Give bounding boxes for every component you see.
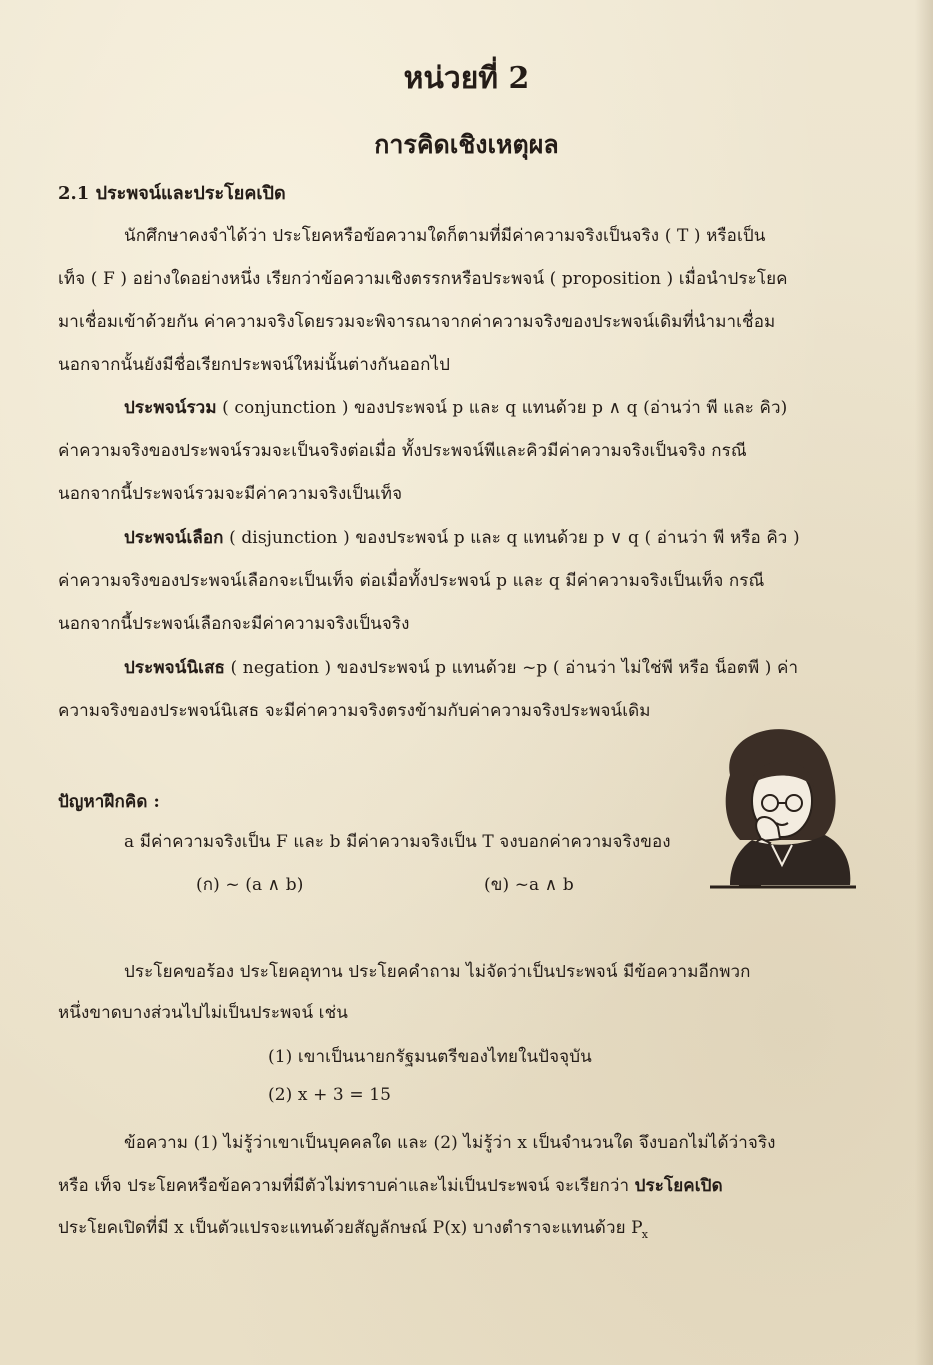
disjunction-term: ประพจน์เลือก xyxy=(124,528,224,548)
px-subscript: x xyxy=(641,1228,649,1241)
disjunction-line-1 xyxy=(124,524,800,551)
unit-title: หน่วยที่ 2 xyxy=(403,61,530,96)
open-sentence-line-5-text: ประโยคเปิดที่มี x เป็นตัวแปรจะแทนด้วยสัญลักษณ์ P(x) บางตำราจะแทนด้วย P xyxy=(58,1218,643,1238)
example-2: (2) x + 3 = 15 xyxy=(268,1085,392,1105)
open-sentence-line-1: ประโยคขอร้อง ประโยคอุทาน ประโยคคำถาม ไม่จัดว่าเป็นประพจน์ มีข้อความอีกพวก xyxy=(124,962,751,982)
conjunction-line-1 xyxy=(124,394,787,421)
conjunction-line-3: นอกจากนี้ประพจน์รวมจะมีค่าความจริงเป็นเท็จ xyxy=(58,484,403,504)
section-heading: 2.1 ประพจน์และประโยคเปิด xyxy=(58,183,286,204)
open-sentence-line-2: หนึ่งขาดบางส่วนไปไม่เป็นประพจน์ เช่น xyxy=(58,1003,348,1023)
open-sentence-term: ประโยคเปิด xyxy=(634,1176,723,1196)
example-1: (1) เขาเป็นนายกรัฐมนตรีของไทยในปัจจุบัน xyxy=(268,1047,592,1067)
disjunction-line-2: ค่าความจริงของประพจน์เลือกจะเป็นเท็จ ต่อเมื่อทั้งประพจน์ p และ q มีค่าความจริงเป็นเท็จ กรณี xyxy=(58,571,765,591)
open-sentence-line-4-text: หรือ เท็จ ประโยคหรือข้อความที่มีตัวไม่ทราบค่าและไม่เป็นประพจน์ จะเรียกว่า xyxy=(58,1176,635,1196)
open-sentence-line-5 xyxy=(58,1214,649,1241)
negation-definition: ( negation ) ของประพจน์ p แทนด้วย ~p ( อ่านว่า ไม่ใช่พี หรือ น็อตพี ) ค่า xyxy=(225,658,799,678)
disjunction-line-3: นอกจากนี้ประพจน์เลือกจะมีค่าความจริงเป็นจริง xyxy=(58,614,410,634)
negation-line-2: ความจริงของประพจน์นิเสธ จะมีค่าความจริงตรงข้ามกับค่าความจริงประพจน์เดิม xyxy=(58,701,651,721)
negation-line-1 xyxy=(124,654,798,681)
conjunction-definition: ( conjunction ) ของประพจน์ p และ q แทนด้วย p ∧ q (อ่านว่า พี และ คิว) xyxy=(216,398,788,418)
open-sentence-line-4 xyxy=(58,1172,723,1199)
exercise-item-a: (ก) ~ (a ∧ b) xyxy=(196,875,304,895)
intro-line-3: มาเชื่อมเข้าด้วยกัน ค่าความจริงโดยรวมจะพิจารณาจากค่าความจริงของประพจน์เดิมที่นำมาเชื่อม xyxy=(58,312,776,332)
disjunction-definition: ( disjunction ) ของประพจน์ p และ q แทนด้วย p ∨ q ( อ่านว่า พี หรือ คิว ) xyxy=(223,528,800,548)
exercise-heading: ปัญหาฝึกคิด : xyxy=(58,792,160,812)
conjunction-term: ประพจน์รวม xyxy=(124,398,217,418)
exercise-item-b: (ข) ~a ∧ b xyxy=(484,875,574,895)
exercise-question: a มีค่าความจริงเป็น F และ b มีค่าความจริงเป็น T จงบอกค่าความจริงของ xyxy=(124,832,671,852)
intro-line-1: นักศึกษาคงจำได้ว่า ประโยคหรือข้อความใดก็ตามที่มีค่าความจริงเป็นจริง ( T ) หรือเป็น xyxy=(124,226,766,246)
open-sentence-line-3: ข้อความ (1) ไม่รู้ว่าเขาเป็นบุคคลใด และ (2) ไม่รู้ว่า x เป็นจำนวนใด จึงบอกไม่ได้ว่าจริง xyxy=(124,1133,776,1153)
negation-term: ประพจน์นิเสธ xyxy=(124,658,226,678)
thinking-girl-illustration xyxy=(700,715,860,895)
conjunction-line-2: ค่าความจริงของประพจน์รวมจะเป็นจริงต่อเมื่อ ทั้งประพจน์พีและคิวมีค่าความจริงเป็นจริง กรณี xyxy=(58,441,747,461)
intro-line-4: นอกจากนั้นยังมีชื่อเรียกประพจน์ใหม่นั้นต่างกันออกไป xyxy=(58,355,451,375)
intro-line-2: เท็จ ( F ) อย่างใดอย่างหนึ่ง เรียกว่าข้อความเชิงตรรกหรือประพจน์ ( proposition ) เมื่อนำประโยค xyxy=(58,269,788,289)
chapter-title: การคิดเชิงเหตุผล xyxy=(374,130,559,159)
